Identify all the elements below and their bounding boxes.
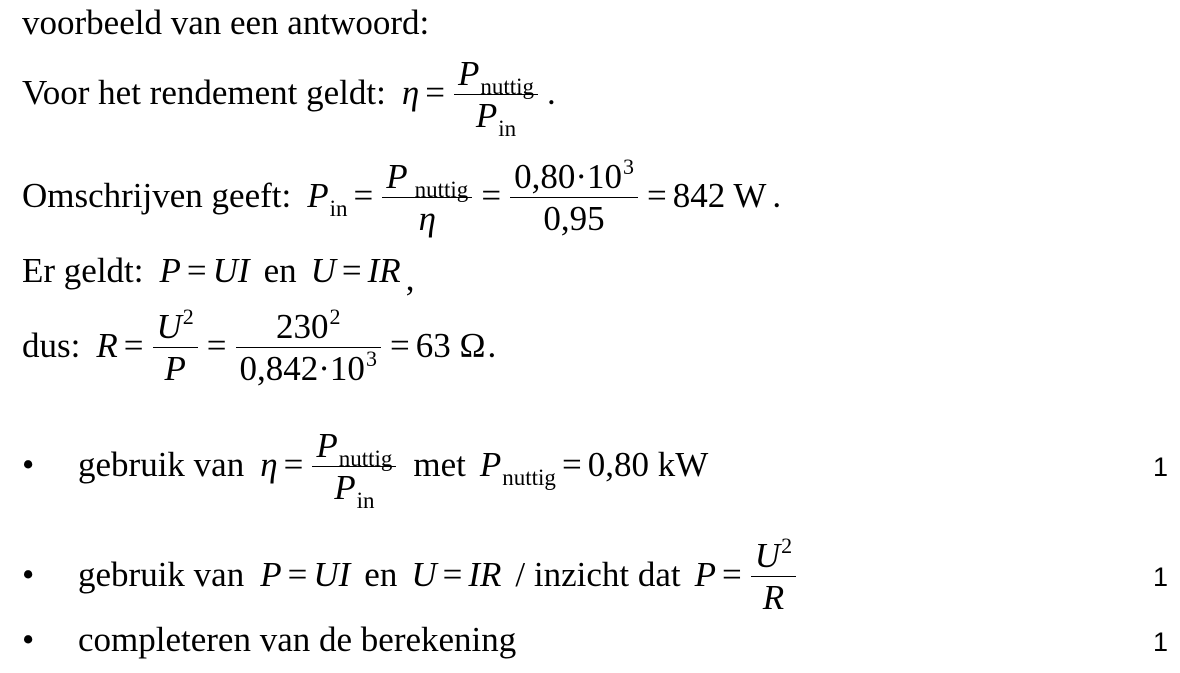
fraction-denominator xyxy=(236,348,381,390)
intro-text: voorbeeld van een antwoord: xyxy=(22,2,430,42)
score-points: 1 xyxy=(1152,451,1168,482)
exponent: 3 xyxy=(622,154,634,179)
power-symbol: P xyxy=(479,444,502,484)
scoring-criterion-3 xyxy=(22,619,1168,659)
power-symbol: P xyxy=(260,554,282,594)
formula-rhs: UI xyxy=(212,250,250,290)
equals-sign: = xyxy=(123,325,144,365)
symbolic-fraction xyxy=(153,306,198,390)
criterion-label: gebruik van xyxy=(78,554,245,594)
useful-power xyxy=(457,54,535,99)
subscript: nuttig xyxy=(502,464,556,490)
fraction-denominator xyxy=(510,198,638,240)
numerator-value xyxy=(275,304,341,346)
power-symbol: P xyxy=(316,426,338,465)
voltage-symbol: U xyxy=(310,250,336,290)
power-symbol: P xyxy=(164,349,186,388)
power-symbol: P xyxy=(307,175,329,215)
equals-sign: = xyxy=(442,554,463,594)
voltage-squared xyxy=(754,533,793,575)
comma: , xyxy=(405,258,415,298)
period: . xyxy=(487,325,497,365)
score-points: 1 xyxy=(1152,561,1168,592)
denominator-base: 0,842·10 xyxy=(239,349,365,388)
efficiency-definition-line xyxy=(22,42,1168,142)
resistance-label: dus: xyxy=(22,325,81,365)
fraction-numerator xyxy=(510,156,638,198)
fraction-denominator xyxy=(312,467,396,513)
symbolic-fraction xyxy=(382,156,472,240)
power-symbol: P xyxy=(334,468,356,507)
denominator-value xyxy=(239,346,377,388)
numeric-fraction xyxy=(236,306,381,390)
useful-power xyxy=(479,444,556,490)
bullet: • xyxy=(22,554,35,594)
fraction-denominator xyxy=(382,198,472,240)
resistance-symbol: R xyxy=(762,578,785,617)
equals-sign: = xyxy=(389,325,410,365)
exponent: 2 xyxy=(329,304,341,329)
useful-power xyxy=(316,426,393,471)
input-power xyxy=(334,468,375,513)
conjunction: en xyxy=(364,554,398,594)
given-value: 0,80 kW xyxy=(587,444,709,484)
useful-power xyxy=(386,157,469,202)
formula-rhs: IR xyxy=(367,250,401,290)
power-fraction xyxy=(751,535,796,619)
rewrite-line xyxy=(22,145,1168,245)
equals-sign: = xyxy=(646,175,667,215)
insight-text: / inzicht dat xyxy=(515,554,681,594)
efficiency-fraction xyxy=(312,425,396,513)
scoring-criterion-2 xyxy=(22,524,1168,624)
voltage-symbol: U xyxy=(411,554,437,594)
conjunction: en xyxy=(263,250,297,290)
equals-sign: = xyxy=(283,444,304,484)
voltage-symbol: U xyxy=(156,307,182,346)
fraction-denominator xyxy=(751,577,796,619)
exponent: 3 xyxy=(365,346,377,371)
exponent: 2 xyxy=(781,533,793,558)
equals-sign: = xyxy=(481,175,502,215)
fraction-numerator xyxy=(454,53,538,99)
score-points: 1 xyxy=(1152,626,1168,657)
numeric-fraction xyxy=(510,156,638,240)
exponent: 2 xyxy=(182,304,194,329)
eta-symbol: η xyxy=(401,72,420,112)
fraction-numerator xyxy=(751,535,796,577)
denominator-value: 0,95 xyxy=(543,199,605,238)
power-symbol: P xyxy=(159,250,181,290)
equals-sign: = xyxy=(353,175,374,215)
numerator-base: 0,80·10 xyxy=(514,157,622,196)
equals-sign: = xyxy=(561,444,582,484)
formula-rhs: IR xyxy=(468,554,502,594)
equals-sign: = xyxy=(186,250,207,290)
relations-line xyxy=(22,250,1168,298)
equals-sign: = xyxy=(425,72,445,112)
bullet: • xyxy=(22,444,35,484)
voltage-squared xyxy=(156,304,194,346)
result-value: 842 W xyxy=(672,175,767,215)
subscript: in xyxy=(356,488,375,513)
period: . xyxy=(547,72,556,112)
eta-symbol: η xyxy=(260,444,278,484)
fraction-numerator xyxy=(382,156,472,202)
equals-sign: = xyxy=(287,554,308,594)
fraction-numerator xyxy=(236,306,381,348)
power-symbol: P xyxy=(386,157,408,196)
power-symbol: P xyxy=(475,96,498,135)
voltage-symbol: U xyxy=(754,536,781,575)
bullet: • xyxy=(22,619,35,659)
equals-sign: = xyxy=(206,325,227,365)
relations-label: Er geldt: xyxy=(22,250,144,290)
input-power xyxy=(307,175,348,221)
criterion-label: gebruik van xyxy=(78,444,245,484)
subscript: nuttig xyxy=(414,177,469,202)
equals-sign: = xyxy=(341,250,362,290)
input-power xyxy=(475,96,517,141)
subscript: in xyxy=(498,116,517,141)
result-value: 63 Ω xyxy=(415,325,486,365)
formula-rhs: UI xyxy=(313,554,351,594)
numerator-value xyxy=(514,154,634,196)
conjunction: met xyxy=(413,444,466,484)
numerator-base: 230 xyxy=(275,307,329,346)
rewrite-label: Omschrijven geeft: xyxy=(22,175,292,215)
resistance-line xyxy=(22,295,1168,395)
subscript: nuttig xyxy=(338,446,393,471)
subscript: nuttig xyxy=(480,74,535,99)
criterion-label: completeren van de berekening xyxy=(78,619,517,659)
subscript: in xyxy=(329,195,348,221)
power-symbol: P xyxy=(694,554,717,594)
efficiency-fraction xyxy=(454,53,538,141)
resistance-symbol: R xyxy=(96,325,118,365)
eta-symbol: η xyxy=(418,199,436,238)
period: . xyxy=(772,175,782,215)
power-symbol: P xyxy=(457,54,480,93)
efficiency-definition-label: Voor het rendement geldt: xyxy=(22,72,386,112)
fraction-numerator xyxy=(153,306,198,348)
fraction-denominator xyxy=(153,348,198,390)
scoring-criterion-1 xyxy=(22,414,1168,514)
equals-sign: = xyxy=(722,554,742,594)
fraction-numerator xyxy=(312,425,396,471)
intro-line xyxy=(22,2,1168,42)
fraction-denominator xyxy=(454,95,538,141)
